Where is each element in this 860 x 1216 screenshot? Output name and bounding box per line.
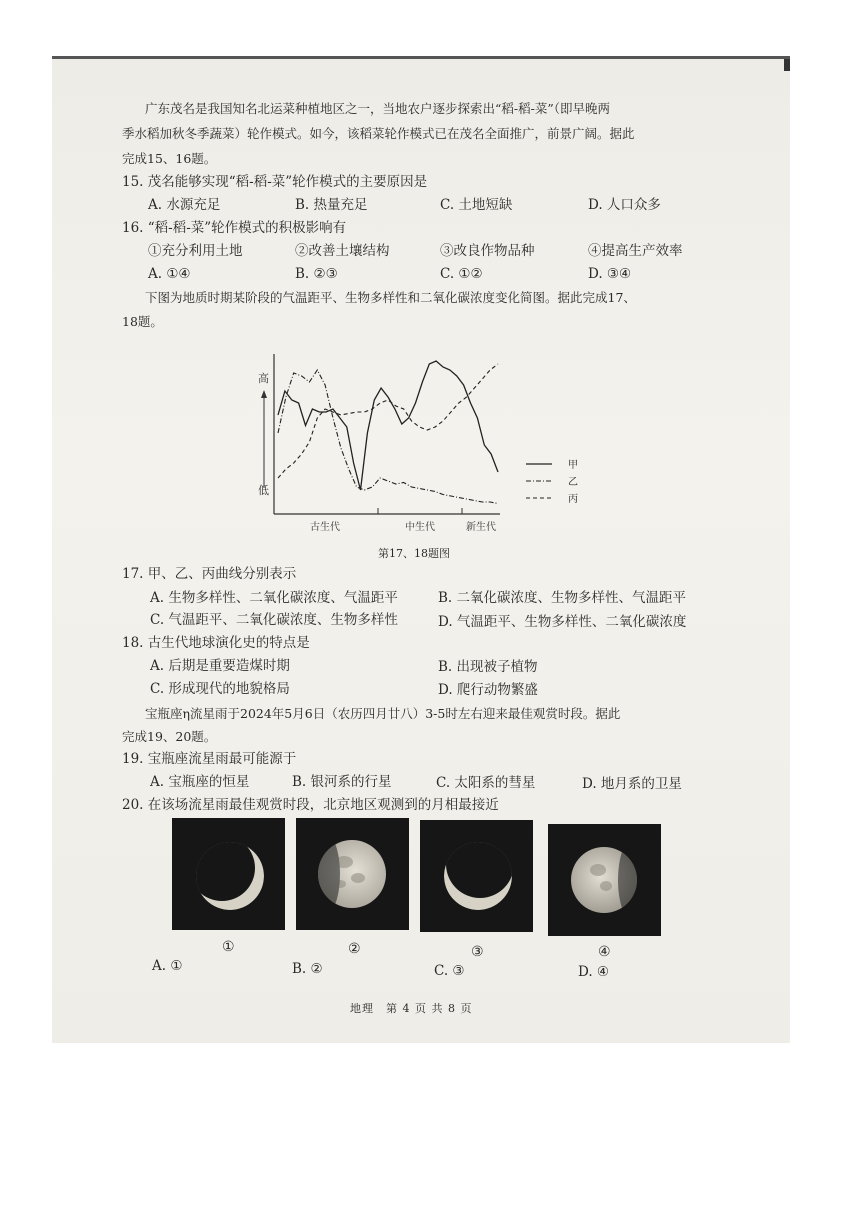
q15-option-c[interactable]: C. 土地短缺 — [440, 197, 513, 213]
q18-option-d[interactable]: D. 爬行动物繁盛 — [438, 682, 538, 698]
q19-stem: 19. 宝瓶座流星雨最可能源于 — [122, 751, 297, 767]
q20-option-c[interactable]: C. ③ — [434, 963, 465, 979]
q19-option-d[interactable]: D. 地月系的卫星 — [582, 776, 682, 792]
passage-2-line-1: 下图为地质时期某阶段的气温距平、生物多样性和二氧化碳浓度变化简图。据此完成17、 — [145, 290, 636, 305]
q20-option-d[interactable]: D. ④ — [578, 964, 610, 980]
q16-item-1: ①充分利用土地 — [148, 243, 243, 259]
x-label-paleozoic: 古生代 — [310, 522, 340, 533]
moon-gibbous-icon — [296, 818, 409, 930]
moon-photo-2 — [296, 818, 409, 930]
q17-option-a[interactable]: A. 生物多样性、二氧化碳浓度、气温距平 — [150, 590, 398, 606]
q19-option-a[interactable]: A. 宝瓶座的恒星 — [150, 774, 250, 790]
q16-option-d[interactable]: D. ③④ — [588, 266, 632, 282]
q17-stem: 17. 甲、乙、丙曲线分别表示 — [122, 566, 297, 582]
chart-caption: 第17、18题图 — [378, 547, 450, 560]
x-label-mesozoic: 中生代 — [405, 522, 435, 533]
y-axis-high-label: 高 — [258, 372, 269, 385]
series-line-3 — [278, 364, 498, 478]
q19-option-c[interactable]: C. 太阳系的彗星 — [436, 775, 536, 791]
moon-photo-3 — [420, 820, 533, 932]
passage-3-line-2: 完成19、20题。 — [122, 729, 217, 744]
q18-stem: 18. 古生代地球演化史的特点是 — [122, 635, 310, 651]
q20-option-a[interactable]: A. ① — [152, 958, 183, 974]
moon-gibbous-icon — [548, 824, 661, 936]
q16-option-a[interactable]: A. ①④ — [148, 266, 191, 282]
q17-option-c[interactable]: C. 气温距平、二氧化碳浓度、生物多样性 — [150, 612, 398, 628]
moon-photo-4 — [548, 824, 661, 936]
legend-label-bing: 丙 — [568, 494, 578, 505]
x-label-cenozoic: 新生代 — [466, 522, 496, 533]
legend-label-yi: 乙 — [568, 477, 578, 488]
q18-option-b[interactable]: B. 出现被子植物 — [438, 659, 538, 675]
moon-label-4: ④ — [598, 944, 611, 960]
moon-photo-1 — [172, 818, 285, 930]
q16-item-4: ④提高生产效率 — [588, 243, 683, 259]
passage-1-line-1: 广东茂名是我国知名北运菜种植地区之一，当地农户逐步探索出“稻-稻-菜”（即早晚两 — [145, 101, 610, 116]
q16-option-b[interactable]: B. ②③ — [295, 266, 338, 282]
passage-2-line-2: 18题。 — [122, 314, 163, 329]
passage-1-line-3: 完成15、16题。 — [122, 151, 217, 166]
q20-stem: 20. 在该场流星雨最佳观赏时段，北京地区观测到的月相最接近 — [122, 797, 499, 813]
moon-crescent-icon — [420, 820, 533, 932]
passage-3-line-1: 宝瓶座η流星雨于2024年5月6日（农历四月廿八）3-5时左右迎来最佳观赏时段。据此 — [145, 706, 621, 721]
q17-option-d[interactable]: D. 气温距平、生物多样性、二氧化碳浓度 — [438, 614, 687, 630]
geologic-chart — [250, 338, 590, 538]
q16-item-2: ②改善土壤结构 — [295, 243, 390, 259]
q15-option-a[interactable]: A. 水源充足 — [148, 197, 221, 213]
q15-option-d[interactable]: D. 人口众多 — [588, 197, 661, 213]
moon-label-2: ② — [348, 941, 361, 957]
q16-stem: 16. “稻-稻-菜”轮作模式的积极影响有 — [122, 220, 347, 236]
moon-label-1: ① — [222, 939, 235, 955]
q15-option-b[interactable]: B. 热量充足 — [295, 197, 368, 213]
q18-option-a[interactable]: A. 后期是重要造煤时期 — [150, 658, 290, 674]
q19-option-b[interactable]: B. 银河系的行星 — [292, 774, 392, 790]
y-axis-arrow-head — [261, 390, 267, 398]
q16-item-3: ③改良作物品种 — [440, 243, 535, 259]
q15-stem: 15. 茂名能够实现“稻-稻-菜”轮作模式的主要原因是 — [122, 174, 428, 190]
q20-option-b[interactable]: B. ② — [292, 961, 323, 977]
q16-option-c[interactable]: C. ①② — [440, 266, 483, 282]
moon-crescent-icon — [172, 818, 285, 930]
q17-option-b[interactable]: B. 二氧化碳浓度、生物多样性、气温距平 — [438, 590, 687, 606]
moon-label-3: ③ — [471, 944, 484, 960]
page-footer: 地理 第 4 页 共 8 页 — [350, 1002, 473, 1015]
q18-option-c[interactable]: C. 形成现代的地貌格局 — [150, 681, 290, 697]
legend-label-jia: 甲 — [568, 460, 578, 471]
passage-1-line-2: 季水稻加秋冬季蔬菜）轮作模式。如今，该稻菜轮作模式已在茂名全面推广，前景广阔。据此 — [122, 126, 635, 141]
y-axis-low-label: 低 — [258, 484, 269, 497]
